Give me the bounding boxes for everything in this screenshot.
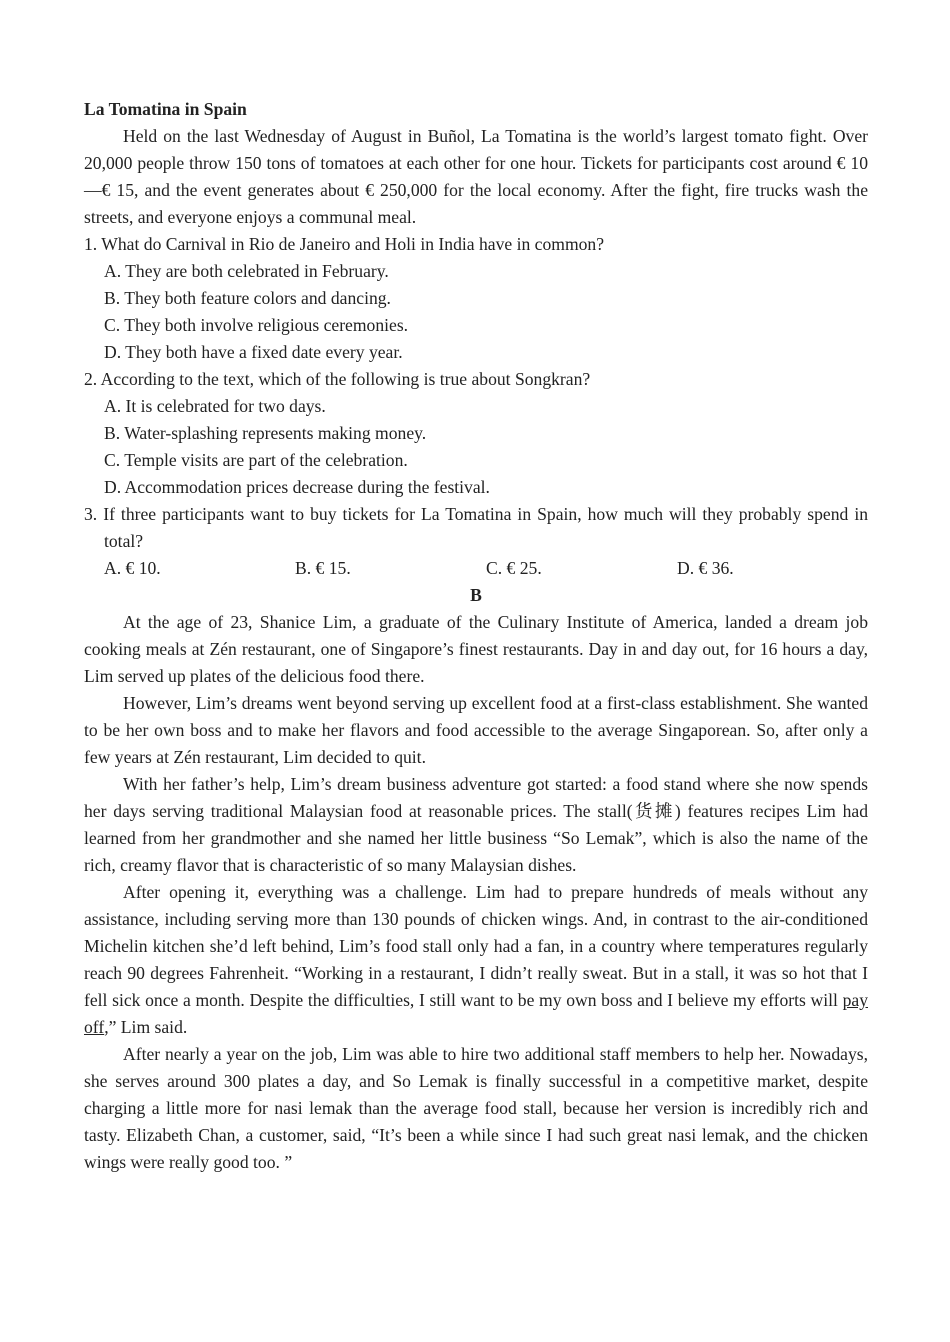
question-3 [84,501,868,582]
question-1 [84,231,868,366]
options-row [84,555,868,582]
question-stem: 1. What do Carnival in Rio de Janeiro and Holi in India have in common? [84,234,605,254]
paragraph-b-1: At the age of 23, Shanice Lim, a graduate of the Culinary Institute of America, landed a dream job cooking meals at Zén restaurant, one of Singapore’s finest restaurants. Day in and day out, for 16 hours a day, Lim served up plates of the delicious food there. [84,612,868,686]
question-stem: 3. If three participants want to buy tickets for La Tomatina in Spain, how much will they probably spend in total? [84,504,868,551]
section-heading-la-tomatina: La Tomatina in Spain [84,99,247,119]
underlined-phrase-pay-off: pay off [84,990,868,1037]
option-a: A. They are both celebrated in February. [104,261,389,281]
paragraph-b-3: With her father’s help, Lim’s dream business adventure got started: a food stand where she now spends her days serving traditional Malaysian food at reasonable prices. The stall(货摊) features recipes Lim had learned from her grandmother and she named her little business “So Lemak”, which is also the name of the rich, creamy flavor that is characteristic of so many Malaysian dishes. [84,774,868,875]
option-a: A. € 10. [104,558,161,578]
option-a: A. It is celebrated for two days. [104,396,326,416]
option-d: D. € 36. [677,558,734,578]
paragraph-b-5: After nearly a year on the job, Lim was able to hire two additional staff members to help her. Nowadays, she serves around 300 plates a day, and So Lemak is finally successful in a competitive market, despite charging a little more for nasi lemak than the average food stall, because her version is incredibly rich and tasty. Elizabeth Chan, a customer, said, “It’s been a while since I had such great nasi lemak, and the chicken wings were really good too. ” [84,1044,868,1172]
section-letter-b: B [470,585,482,605]
option-b: B. € 15. [295,558,351,578]
option-c: C. Temple visits are part of the celebration. [104,450,408,470]
option-b: B. Water-splashing represents making money. [104,423,427,443]
document-page [84,96,868,1176]
paragraph-b-2: However, Lim’s dreams went beyond serving up excellent food at a first-class establishment. She wanted to be her own boss and to make her flavors and food accessible to the average Singaporean. So, after only a few years at Zén restaurant, Lim decided to quit. [84,693,868,767]
paragraph-b-4-end: ,” Lim said. [104,1017,188,1037]
option-d: D. They both have a fixed date every year. [104,342,403,362]
option-c: C. € 25. [486,558,542,578]
question-2 [84,366,868,501]
paragraph-b-4-text: After opening it, everything was a challenge. Lim had to prepare hundreds of meals without any assistance, including serving more than 130 pounds of chicken wings. And, in contrast to the air-conditioned Michelin kitchen she’d left behind, Lim’s food stall only had a fan, in a country where temperatures regularly reach 90 degrees Fahrenheit. “Working in a restaurant, I didn’t really sweat. But in a stall, it was so hot that I fell sick once a month. Despite the difficulties, I still want to be my own boss and I believe my efforts will [84,882,868,1010]
paragraph-la-tomatina: Held on the last Wednesday of August in Buñol, La Tomatina is the world’s largest tomato fight. Over 20,000 people throw 150 tons of tomatoes at each other for one hour. Tickets for participants cost around € 10—€ 15, and the event generates about € 250,000 for the local economy. After the fight, fire trucks wash the streets, and everyone enjoys a communal meal. [84,126,868,227]
paragraph-b-4 [84,879,868,1041]
option-b: B. They both feature colors and dancing. [104,288,391,308]
option-d: D. Accommodation prices decrease during the festival. [104,477,490,497]
question-stem: 2. According to the text, which of the following is true about Songkran? [84,369,591,389]
option-c: C. They both involve religious ceremonies. [104,315,409,335]
